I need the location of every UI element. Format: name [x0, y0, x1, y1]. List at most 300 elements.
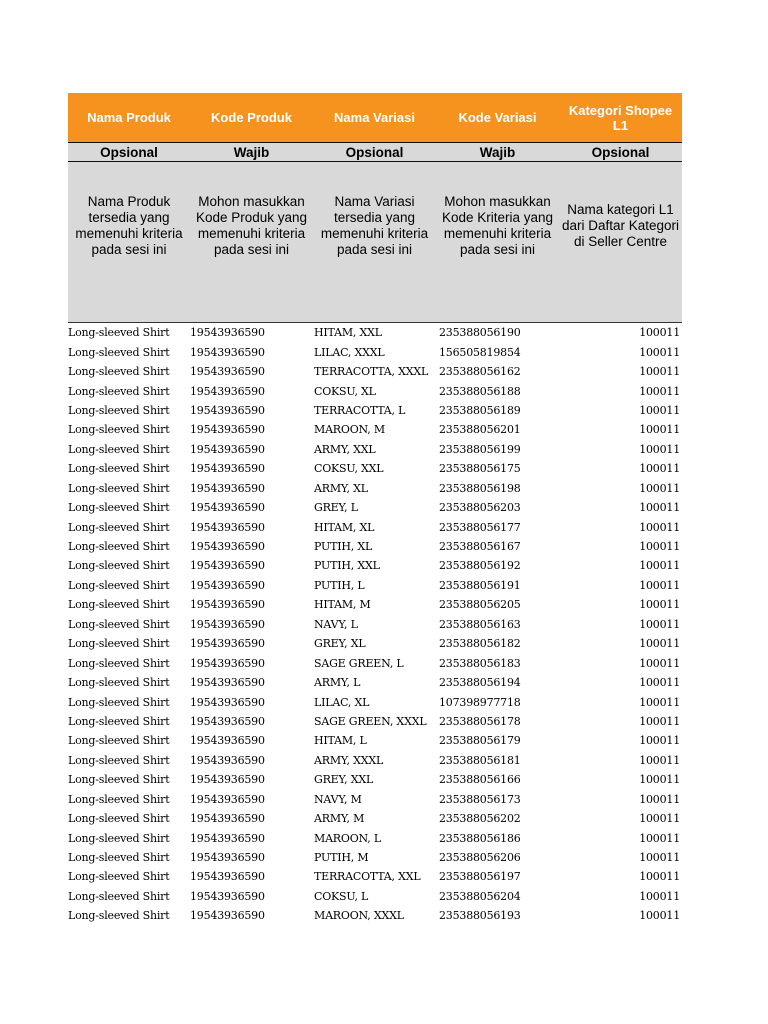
header-kategori-shopee-l1: Kategori Shopee L1: [559, 93, 682, 143]
cell-kode-variasi-text: 235388056192: [439, 559, 521, 573]
cell-kode-produk: [190, 381, 313, 400]
cell-kode-variasi-text: 235388056162: [439, 365, 521, 379]
cell-kode-variasi: [436, 323, 559, 343]
cell-kategori-text: 100011: [639, 501, 680, 515]
cell-kategori-text: 100011: [639, 734, 680, 748]
table-row: [68, 653, 682, 672]
cell-nama-produk-text: Long-sleeved Shirt: [68, 851, 170, 865]
cell-kode-variasi: [436, 790, 559, 809]
cell-kode-produk-text: 19543936590: [190, 326, 265, 340]
cell-nama-produk: [68, 770, 190, 789]
cell-kode-produk-text: 19543936590: [190, 909, 265, 923]
cell-nama-variasi-text: PUTIH, L: [314, 578, 365, 592]
table-row: [68, 440, 682, 459]
header-kode-produk: Kode Produk: [190, 93, 313, 143]
cell-kode-variasi-text: 235388056167: [439, 540, 521, 554]
table-row: [68, 906, 682, 925]
cell-kode-produk-text: 19543936590: [190, 617, 265, 631]
cell-kategori-text: 100011: [639, 909, 680, 923]
cell-kategori-text: 100011: [639, 345, 680, 359]
cell-kode-variasi: [436, 712, 559, 731]
cell-kode-produk-text: 19543936590: [190, 637, 265, 651]
cell-nama-variasi: [313, 576, 436, 595]
cell-kategori-text: 100011: [639, 520, 680, 534]
cell-nama-variasi-text: HITAM, XL: [314, 520, 375, 534]
table-row: [68, 692, 682, 711]
cell-nama-produk: [68, 381, 190, 400]
cell-kategori: [559, 517, 682, 536]
cell-nama-produk: [68, 653, 190, 672]
cell-kategori-text: 100011: [639, 773, 680, 787]
cell-kode-variasi: [436, 420, 559, 439]
cell-nama-produk: [68, 537, 190, 556]
cell-kode-produk-text: 19543936590: [190, 578, 265, 592]
cell-kode-variasi: [436, 731, 559, 750]
cell-nama-variasi-text: ARMY, XL: [314, 481, 368, 495]
cell-kategori-text: 100011: [639, 598, 680, 612]
requirement-kode-variasi: Wajib: [436, 143, 559, 162]
cell-kategori-text: 100011: [639, 423, 680, 437]
cell-nama-produk-text: Long-sleeved Shirt: [68, 870, 170, 884]
cell-kategori-text: 100011: [639, 695, 680, 709]
cell-kategori: [559, 848, 682, 867]
table-row: [68, 537, 682, 556]
cell-kode-variasi-text: 235388056182: [439, 637, 521, 651]
cell-nama-variasi-text: TERRACOTTA, L: [314, 403, 406, 417]
cell-nama-variasi: [313, 770, 436, 789]
cell-nama-variasi: [313, 362, 436, 381]
table-row: [68, 712, 682, 731]
cell-kategori: [559, 867, 682, 886]
cell-kategori: [559, 498, 682, 517]
cell-kategori: [559, 653, 682, 672]
cell-kategori-text: 100011: [639, 851, 680, 865]
cell-nama-produk-text: Long-sleeved Shirt: [68, 812, 170, 826]
cell-kode-variasi-text: 235388056166: [439, 773, 521, 787]
table-row: [68, 420, 682, 439]
cell-kode-produk: [190, 867, 313, 886]
header-row: [68, 93, 682, 143]
cell-nama-variasi-text: GREY, L: [314, 501, 358, 515]
cell-nama-variasi-text: GREY, XXL: [314, 773, 374, 787]
cell-nama-produk-text: Long-sleeved Shirt: [68, 773, 170, 787]
cell-nama-produk: [68, 595, 190, 614]
cell-kode-produk: [190, 790, 313, 809]
cell-kode-produk-text: 19543936590: [190, 481, 265, 495]
cell-kategori: [559, 673, 682, 692]
cell-kode-variasi: [436, 459, 559, 478]
cell-kode-produk-text: 19543936590: [190, 403, 265, 417]
cell-kategori: [559, 401, 682, 420]
cell-nama-variasi: [313, 401, 436, 420]
cell-nama-produk: [68, 459, 190, 478]
cell-kode-variasi: [436, 751, 559, 770]
cell-kategori: [559, 615, 682, 634]
cell-kode-variasi-text: 235388056177: [439, 520, 521, 534]
table-row: [68, 498, 682, 517]
cell-kode-produk-text: 19543936590: [190, 676, 265, 690]
cell-kode-variasi-text: 235388056186: [439, 831, 521, 845]
cell-kategori-text: 100011: [639, 540, 680, 554]
cell-nama-produk-text: Long-sleeved Shirt: [68, 462, 170, 476]
cell-kode-produk-text: 19543936590: [190, 851, 265, 865]
cell-nama-variasi-text: ARMY, XXXL: [314, 753, 384, 767]
table-row: [68, 401, 682, 420]
cell-nama-produk-text: Long-sleeved Shirt: [68, 656, 170, 670]
description-cell: [68, 162, 190, 323]
cell-nama-variasi-text: COKSU, XXL: [314, 462, 384, 476]
cell-kode-variasi: [436, 673, 559, 692]
cell-nama-produk-text: Long-sleeved Shirt: [68, 695, 170, 709]
cell-kode-variasi-text: 235388056199: [439, 442, 521, 456]
cell-nama-variasi-text: LILAC, XL: [314, 695, 370, 709]
cell-kode-variasi: [436, 770, 559, 789]
table-row: [68, 867, 682, 886]
cell-nama-variasi: [313, 498, 436, 517]
cell-kode-produk-text: 19543936590: [190, 889, 265, 903]
cell-kode-variasi: [436, 479, 559, 498]
cell-nama-variasi-text: TERRACOTTA, XXXL: [314, 365, 429, 379]
requirement-nama-variasi: Opsional: [313, 143, 436, 162]
cell-kategori-text: 100011: [639, 714, 680, 728]
cell-kategori-text: 100011: [639, 403, 680, 417]
cell-nama-variasi: [313, 440, 436, 459]
cell-kategori-text: 100011: [639, 326, 680, 340]
cell-kategori: [559, 479, 682, 498]
cell-kode-produk: [190, 362, 313, 381]
table-row: [68, 731, 682, 750]
cell-kode-variasi: [436, 556, 559, 575]
table-row: [68, 887, 682, 906]
cell-kode-produk-text: 19543936590: [190, 812, 265, 826]
description-cell: [436, 162, 559, 323]
cell-nama-variasi-text: GREY, XL: [314, 637, 366, 651]
cell-kode-produk-text: 19543936590: [190, 365, 265, 379]
cell-nama-produk-text: Long-sleeved Shirt: [68, 442, 170, 456]
cell-kategori: [559, 770, 682, 789]
cell-kode-variasi-text: 235388056197: [439, 870, 521, 884]
cell-nama-variasi-text: MAROON, M: [314, 423, 385, 437]
cell-kode-variasi: [436, 381, 559, 400]
cell-kode-variasi-text: 235388056181: [439, 753, 521, 767]
cell-kode-produk-text: 19543936590: [190, 753, 265, 767]
cell-kode-variasi-text: 235388056175: [439, 462, 521, 476]
cell-kategori: [559, 790, 682, 809]
cell-kode-variasi: [436, 906, 559, 925]
cell-kode-produk: [190, 828, 313, 847]
table-row: [68, 809, 682, 828]
table-row: [68, 790, 682, 809]
cell-kategori: [559, 556, 682, 575]
header-kode-variasi: Kode Variasi: [436, 93, 559, 143]
description-cell: [559, 162, 682, 323]
cell-kode-variasi-text: 235388056205: [439, 598, 521, 612]
cell-kode-produk: [190, 576, 313, 595]
cell-nama-variasi-text: PUTIH, M: [314, 851, 369, 865]
cell-kode-variasi: [436, 809, 559, 828]
cell-nama-variasi-text: ARMY, L: [314, 676, 361, 690]
cell-nama-produk-text: Long-sleeved Shirt: [68, 365, 170, 379]
cell-kategori-text: 100011: [639, 637, 680, 651]
cell-nama-produk: [68, 479, 190, 498]
cell-nama-produk: [68, 440, 190, 459]
cell-kode-produk-text: 19543936590: [190, 773, 265, 787]
cell-kode-variasi: [436, 440, 559, 459]
cell-kode-produk-text: 19543936590: [190, 656, 265, 670]
cell-nama-produk: [68, 556, 190, 575]
cell-kode-produk: [190, 731, 313, 750]
description-nama-produk: Nama Produk tersedia yang memenuhi kriteria pada sesi ini: [75, 193, 183, 257]
cell-kode-variasi-text: 235388056179: [439, 734, 521, 748]
cell-kode-variasi-text: 156505819854: [439, 345, 521, 359]
cell-nama-produk-text: Long-sleeved Shirt: [68, 578, 170, 592]
description-row: [68, 162, 682, 323]
cell-kode-variasi-text: 235388056204: [439, 889, 521, 903]
requirement-nama-produk: Opsional: [68, 143, 190, 162]
cell-nama-variasi: [313, 906, 436, 925]
description-kode-produk: Mohon masukkan Kode Produk yang memenuhi kriteria pada sesi ini: [195, 193, 308, 257]
cell-nama-variasi-text: COKSU, L: [314, 889, 369, 903]
cell-nama-produk: [68, 712, 190, 731]
cell-nama-produk: [68, 848, 190, 867]
cell-kode-variasi-text: 235388056194: [439, 676, 521, 690]
cell-nama-variasi: [313, 537, 436, 556]
cell-kode-variasi: [436, 848, 559, 867]
cell-nama-produk: [68, 731, 190, 750]
cell-kode-produk: [190, 498, 313, 517]
cell-nama-produk: [68, 342, 190, 361]
table-row: [68, 576, 682, 595]
cell-kategori-text: 100011: [639, 753, 680, 767]
product-variation-sheet: [68, 93, 682, 926]
header-nama-variasi: Nama Variasi: [313, 93, 436, 143]
cell-kode-produk-text: 19543936590: [190, 714, 265, 728]
requirement-kode-produk: Wajib: [190, 143, 313, 162]
cell-kode-variasi: [436, 576, 559, 595]
cell-kode-produk: [190, 653, 313, 672]
cell-nama-variasi-text: MAROON, XXXL: [314, 909, 404, 923]
cell-kategori: [559, 576, 682, 595]
cell-nama-produk-text: Long-sleeved Shirt: [68, 714, 170, 728]
table-row: [68, 595, 682, 614]
cell-nama-produk-text: Long-sleeved Shirt: [68, 540, 170, 554]
cell-nama-variasi-text: HITAM, M: [314, 598, 371, 612]
cell-kode-produk: [190, 556, 313, 575]
requirement-row: [68, 143, 682, 162]
cell-nama-produk-text: Long-sleeved Shirt: [68, 598, 170, 612]
cell-kode-variasi: [436, 517, 559, 536]
cell-nama-variasi: [313, 615, 436, 634]
cell-nama-variasi: [313, 342, 436, 361]
cell-nama-variasi: [313, 867, 436, 886]
cell-kategori-text: 100011: [639, 462, 680, 476]
cell-kode-produk: [190, 887, 313, 906]
cell-nama-variasi-text: MAROON, L: [314, 831, 381, 845]
cell-kategori: [559, 809, 682, 828]
cell-kode-produk-text: 19543936590: [190, 345, 265, 359]
cell-kode-produk: [190, 848, 313, 867]
cell-nama-produk: [68, 401, 190, 420]
cell-kode-produk: [190, 420, 313, 439]
cell-kode-produk-text: 19543936590: [190, 423, 265, 437]
cell-nama-produk-text: Long-sleeved Shirt: [68, 384, 170, 398]
cell-kategori: [559, 440, 682, 459]
cell-nama-produk-text: Long-sleeved Shirt: [68, 909, 170, 923]
cell-kode-produk: [190, 479, 313, 498]
cell-nama-variasi: [313, 517, 436, 536]
cell-kategori: [559, 362, 682, 381]
cell-kode-variasi: [436, 867, 559, 886]
cell-kode-variasi-text: 235388056198: [439, 481, 521, 495]
cell-kategori-text: 100011: [639, 812, 680, 826]
cell-kode-produk-text: 19543936590: [190, 559, 265, 573]
cell-kode-variasi: [436, 615, 559, 634]
cell-nama-variasi: [313, 731, 436, 750]
cell-kode-variasi-text: 235388056173: [439, 792, 521, 806]
cell-kode-variasi-text: 235388056178: [439, 714, 521, 728]
cell-nama-produk: [68, 751, 190, 770]
cell-nama-variasi: [313, 828, 436, 847]
cell-nama-produk: [68, 906, 190, 925]
cell-nama-variasi-text: COKSU, XL: [314, 384, 376, 398]
cell-nama-variasi-text: ARMY, XXL: [314, 442, 376, 456]
cell-kode-variasi-text: 107398977718: [439, 695, 521, 709]
cell-kode-variasi: [436, 342, 559, 361]
cell-nama-produk-text: Long-sleeved Shirt: [68, 831, 170, 845]
cell-kategori: [559, 634, 682, 653]
cell-nama-produk: [68, 790, 190, 809]
table-row: [68, 556, 682, 575]
header-nama-produk: Nama Produk: [68, 93, 190, 143]
cell-nama-variasi: [313, 459, 436, 478]
cell-kategori: [559, 537, 682, 556]
cell-nama-produk: [68, 323, 190, 343]
cell-kategori-text: 100011: [639, 676, 680, 690]
cell-nama-variasi-text: ARMY, M: [314, 812, 365, 826]
cell-kategori-text: 100011: [639, 365, 680, 379]
cell-kode-produk-text: 19543936590: [190, 598, 265, 612]
cell-nama-produk-text: Long-sleeved Shirt: [68, 403, 170, 417]
table-row: [68, 323, 682, 343]
cell-kode-variasi: [436, 828, 559, 847]
cell-nama-variasi: [313, 653, 436, 672]
cell-nama-produk: [68, 867, 190, 886]
cell-kategori-text: 100011: [639, 792, 680, 806]
cell-kode-variasi-text: 235388056190: [439, 326, 521, 340]
cell-kode-produk: [190, 634, 313, 653]
cell-nama-produk: [68, 828, 190, 847]
cell-nama-produk: [68, 634, 190, 653]
cell-nama-produk: [68, 692, 190, 711]
cell-kode-produk-text: 19543936590: [190, 442, 265, 456]
cell-kode-produk-text: 19543936590: [190, 520, 265, 534]
cell-kode-variasi-text: 235388056206: [439, 851, 521, 865]
cell-nama-variasi: [313, 790, 436, 809]
cell-kategori: [559, 828, 682, 847]
cell-kategori: [559, 420, 682, 439]
cell-nama-variasi-text: SAGE GREEN, L: [314, 656, 404, 670]
cell-nama-produk: [68, 576, 190, 595]
description-kategori: Nama kategori L1 dari Daftar Kategori di Seller Centre: [561, 202, 680, 249]
cell-kode-produk: [190, 342, 313, 361]
cell-nama-produk-text: Long-sleeved Shirt: [68, 676, 170, 690]
cell-nama-produk-text: Long-sleeved Shirt: [68, 617, 170, 631]
requirement-kategori: Opsional: [559, 143, 682, 162]
cell-kode-produk: [190, 517, 313, 536]
cell-nama-variasi: [313, 887, 436, 906]
cell-nama-variasi: [313, 323, 436, 343]
cell-kategori-text: 100011: [639, 578, 680, 592]
table-row: [68, 381, 682, 400]
cell-nama-produk: [68, 809, 190, 828]
cell-kode-produk: [190, 712, 313, 731]
cell-nama-produk-text: Long-sleeved Shirt: [68, 326, 170, 340]
cell-nama-variasi-text: HITAM, L: [314, 734, 367, 748]
cell-nama-produk-text: Long-sleeved Shirt: [68, 481, 170, 495]
table-row: [68, 848, 682, 867]
cell-kategori-text: 100011: [639, 481, 680, 495]
cell-kode-produk-text: 19543936590: [190, 540, 265, 554]
cell-kode-variasi: [436, 653, 559, 672]
table-row: [68, 517, 682, 536]
cell-kode-produk-text: 19543936590: [190, 831, 265, 845]
cell-nama-produk-text: Long-sleeved Shirt: [68, 559, 170, 573]
cell-kategori-text: 100011: [639, 831, 680, 845]
description-cell: [313, 162, 436, 323]
cell-kode-produk-text: 19543936590: [190, 792, 265, 806]
cell-kode-produk: [190, 401, 313, 420]
cell-kategori: [559, 692, 682, 711]
cell-kategori: [559, 381, 682, 400]
cell-nama-variasi: [313, 692, 436, 711]
cell-kategori-text: 100011: [639, 656, 680, 670]
cell-kode-produk: [190, 692, 313, 711]
table-row: [68, 828, 682, 847]
table-row: [68, 362, 682, 381]
cell-nama-produk-text: Long-sleeved Shirt: [68, 753, 170, 767]
cell-kategori-text: 100011: [639, 384, 680, 398]
cell-kode-variasi-text: 235388056203: [439, 501, 521, 515]
cell-kategori: [559, 595, 682, 614]
cell-kode-variasi: [436, 595, 559, 614]
cell-nama-produk: [68, 362, 190, 381]
cell-kode-produk: [190, 440, 313, 459]
table-row: [68, 770, 682, 789]
cell-kode-produk: [190, 751, 313, 770]
cell-nama-produk: [68, 887, 190, 906]
cell-kode-variasi-text: 235388056189: [439, 403, 521, 417]
cell-kode-variasi: [436, 634, 559, 653]
cell-kode-produk-text: 19543936590: [190, 870, 265, 884]
cell-kode-variasi-text: 235388056202: [439, 812, 521, 826]
cell-kode-variasi: [436, 362, 559, 381]
cell-kode-variasi-text: 235388056163: [439, 617, 521, 631]
cell-kode-variasi: [436, 537, 559, 556]
cell-kode-variasi-text: 235388056188: [439, 384, 521, 398]
cell-nama-variasi: [313, 809, 436, 828]
cell-nama-variasi: [313, 556, 436, 575]
table-row: [68, 673, 682, 692]
cell-nama-produk: [68, 673, 190, 692]
table-row: [68, 615, 682, 634]
cell-kode-produk: [190, 459, 313, 478]
table-row: [68, 479, 682, 498]
cell-nama-variasi-text: LILAC, XXXL: [314, 345, 385, 359]
cell-kategori: [559, 751, 682, 770]
description-kode-variasi: Mohon masukkan Kode Kriteria yang memenuhi kriteria pada sesi ini: [441, 193, 554, 257]
cell-kode-produk: [190, 595, 313, 614]
cell-kode-produk: [190, 615, 313, 634]
